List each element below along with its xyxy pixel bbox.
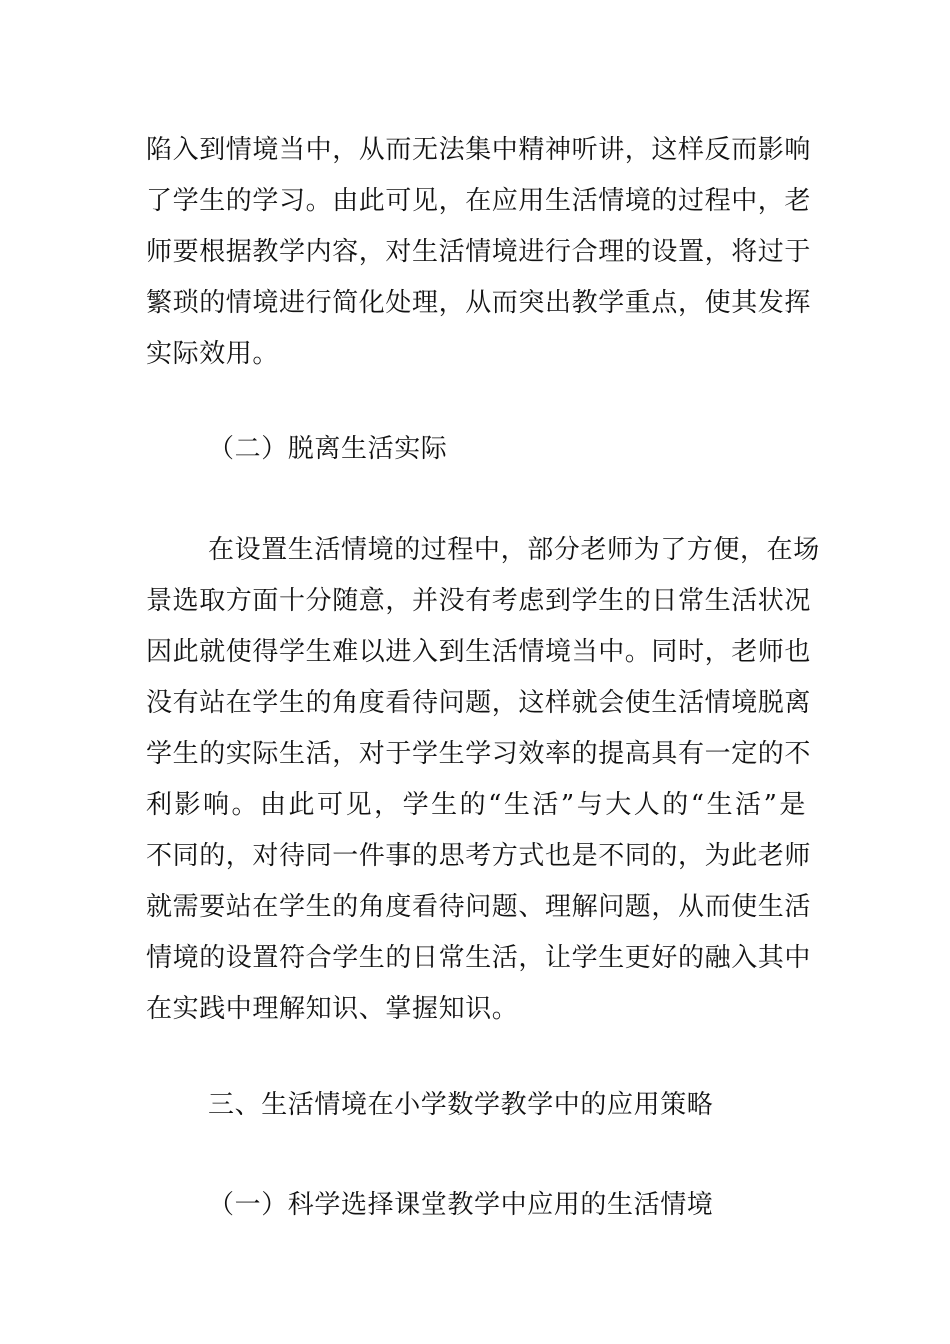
paragraph-2-line-2: 景选取方面十分随意，并没有考虑到学生的日常生活状况 — [146, 586, 812, 616]
paragraph-2-line-9: 情境的设置符合学生的日常生活，让学生更好的融入其中 — [146, 943, 812, 973]
paragraph-1-line-4: 繁琐的情境进行简化处理，从而突出教学重点，使其发挥 — [146, 288, 812, 318]
paragraph-1-line-5: 实际效用。 — [146, 339, 280, 369]
paragraph-2-line-1: 在设置生活情境的过程中，部分老师为了方便，在场 — [208, 535, 820, 565]
paragraph-1-line-3: 师要根据教学内容，对生活情境进行合理的设置，将过于 — [146, 237, 812, 267]
paragraph-2-line-10: 在实践中理解知识、掌握知识。 — [146, 994, 519, 1024]
paragraph-2-line-4: 没有站在学生的角度看待问题，这样就会使生活情境脱离 — [146, 688, 812, 718]
section-heading-4: （一）科学选择课堂教学中应用的生活情境 — [208, 1190, 714, 1220]
section-heading-2: （二）脱离生活实际 — [208, 434, 448, 464]
paragraph-2-line-8: 就需要站在学生的角度看待问题、理解问题，从而使生活 — [146, 892, 812, 922]
paragraph-2-line-7: 不同的，对待同一件事的思考方式也是不同的，为此老师 — [146, 841, 812, 871]
paragraph-1-line-2: 了学生的学习。由此可见，在应用生活情境的过程中，老 — [146, 186, 812, 216]
paragraph-2-line-3: 因此就使得学生难以进入到生活情境当中。同时，老师也 — [146, 637, 812, 667]
paragraph-2-line-5: 学生的实际生活，对于学生学习效率的提高具有一定的不 — [146, 739, 812, 769]
paragraph-2-line-6: 利影响。由此可见，学生的“生活”与大人的“生活”是 — [146, 790, 806, 820]
section-heading-3: 三、生活情境在小学数学教学中的应用策略 — [208, 1090, 714, 1120]
paragraph-1-line-1: 陷入到情境当中，从而无法集中精神听讲，这样反而影响 — [146, 135, 812, 165]
